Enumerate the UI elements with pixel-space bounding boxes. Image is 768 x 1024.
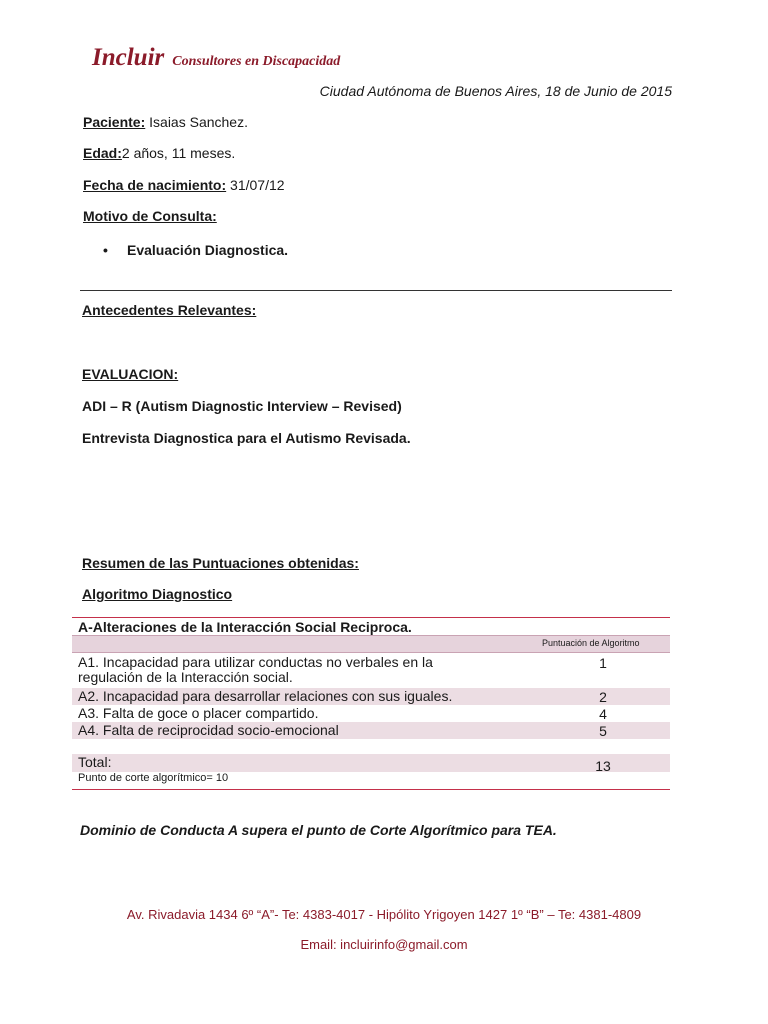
column-header-label: Puntuación de Algoritmo bbox=[542, 638, 640, 648]
reason-field bbox=[83, 208, 217, 224]
reason-item-text: Evaluación Diagnostica. bbox=[127, 242, 289, 258]
section-divider bbox=[80, 290, 672, 291]
total-score: 13 bbox=[595, 758, 611, 774]
row-score: 5 bbox=[599, 723, 607, 739]
row-score: 4 bbox=[599, 706, 607, 722]
evaluacion-heading: EVALUACION: bbox=[82, 366, 179, 382]
patient-name-field bbox=[83, 114, 248, 130]
table-top-rule bbox=[72, 617, 670, 618]
row-description: A3. Falta de goce o placer compartido. bbox=[78, 705, 319, 721]
table-bottom-rule bbox=[72, 789, 670, 790]
cutoff-note: Punto de corte algorítmico= 10 bbox=[78, 772, 229, 784]
row-score: 1 bbox=[599, 655, 607, 671]
adi-title: ADI – R (Autism Diagnostic Interview – Revised) bbox=[82, 398, 402, 414]
total-label: Total: bbox=[78, 754, 112, 770]
dateline: Ciudad Autónoma de Buenos Aires, 18 de Junio de 2015 bbox=[319, 83, 672, 99]
resumen-heading: Resumen de las Puntuaciones obtenidas: bbox=[82, 555, 359, 571]
footer-address: Av. Rivadavia 1434 6º “A”- Te: 4383-4017 - Hipólito Yrigoyen 1427 1º “B” – Te: 4381-4809 bbox=[126, 907, 642, 922]
patient-age-value: 2 años, 11 meses. bbox=[121, 145, 236, 161]
reason-label: Motivo de Consulta: bbox=[83, 208, 217, 224]
antecedentes-heading: Antecedentes Relevantes: bbox=[82, 302, 257, 318]
table-total-row bbox=[72, 754, 670, 772]
conclusion-text: Dominio de Conducta A supera el punto de Corte Algorítmico para TEA. bbox=[80, 822, 557, 838]
table-row bbox=[72, 654, 670, 686]
reason-list-item bbox=[103, 242, 288, 258]
footer-email: Email: incluirinfo@gmail.com bbox=[300, 937, 468, 952]
table-title: A-Alteraciones de la Interacción Social Reciproca. bbox=[78, 619, 412, 635]
table-row bbox=[72, 722, 670, 739]
patient-name-label: Paciente: bbox=[83, 114, 146, 130]
table-row bbox=[72, 705, 670, 722]
patient-age-field bbox=[83, 145, 235, 161]
row-description: A4. Falta de reciprocidad socio-emocional bbox=[78, 722, 339, 738]
brand-tagline: Consultores en Discapacidad bbox=[172, 54, 341, 69]
adi-subtitle: Entrevista Diagnostica para el Autismo Revisada. bbox=[82, 430, 411, 446]
row-description: A1. Incapacidad para utilizar conductas no verbales en la regulación de la Interacción social. bbox=[78, 654, 433, 685]
table-column-header bbox=[72, 635, 670, 653]
patient-dob-field bbox=[83, 177, 285, 193]
patient-dob-value: 31/07/12 bbox=[230, 177, 285, 193]
bullet-icon: • bbox=[103, 242, 108, 258]
row-score: 2 bbox=[599, 689, 607, 705]
patient-age-label: Edad: bbox=[83, 145, 122, 161]
table-row bbox=[72, 688, 670, 705]
row-description: A2. Incapacidad para desarrollar relaciones con sus iguales. bbox=[78, 688, 453, 704]
algoritmo-heading: Algoritmo Diagnostico bbox=[82, 586, 233, 602]
brand-name: Incluir bbox=[92, 44, 165, 71]
letterhead-logo bbox=[92, 44, 340, 72]
patient-name-value: Isaias Sanchez. bbox=[149, 114, 248, 130]
patient-dob-label: Fecha de nacimiento: bbox=[83, 177, 227, 193]
